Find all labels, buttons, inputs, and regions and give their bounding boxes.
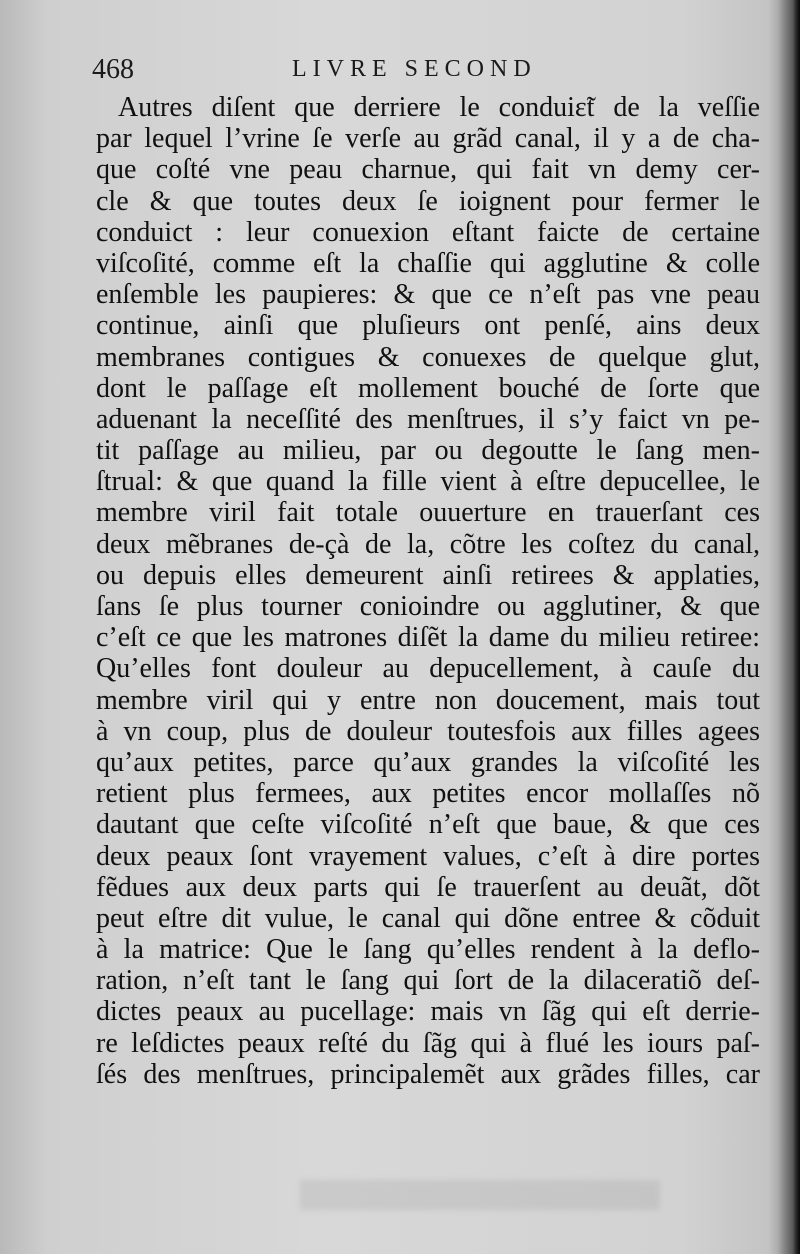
text-line: Autres diſent que derriere le conduiɛ̃t de la veſſie: [118, 92, 760, 123]
text-line: par lequel l’vrine ſe verſe au grãd canal, il y a de cha-: [96, 123, 760, 155]
page-number: 468: [92, 54, 134, 85]
text-line: deux peaux ſont vrayement values, c’eſt à dire portes: [96, 840, 760, 872]
text-line: deux mẽbranes de-çà de la, cõtre les coſtez du canal,: [96, 528, 760, 560]
text-line: ration, n’eſt tant le ſang qui ſort de la dilaceratiõ deſ-: [96, 965, 760, 997]
text-line: que coſté vne peau charnue, qui fait vn demy cer-: [96, 154, 760, 186]
text-line: qu’aux petites, parce qu’aux grandes la viſcoſité les: [96, 746, 760, 778]
text-line: membre viril qui y entre non doucement, mais tout: [96, 684, 760, 716]
text-line: ſés des menſtrues, principalemẽt aux grãdes filles, car: [96, 1058, 760, 1090]
text-line: fẽdues aux deux parts qui ſe trauerſent au deuãt, dõt: [96, 871, 760, 903]
text-line: aduenant la neceſſité des menſtrues, il s’y faict vn pe-: [96, 403, 760, 435]
text-line: peut eſtre dit vulue, le canal qui dõne entree & cõduit: [96, 902, 760, 934]
text-line: ou depuis elles demeurent ainſi retirees & applaties,: [96, 559, 760, 591]
text-line: membranes contigues & conuexes de quelque glut,: [96, 341, 760, 373]
running-head: [92, 54, 752, 94]
text-line: dautant que ceſte viſcoſité n’eſt que baue, & que ces: [96, 809, 760, 841]
text-line: tit paſſage au milieu, par ou degoutte le ſang men-: [96, 435, 760, 467]
text-line: à vn coup, plus de douleur toutesfois aux filles agees: [96, 715, 760, 747]
text-line: à la matrice: Que le ſang qu’elles rendent à la deflo-: [96, 934, 760, 966]
body-text: [96, 92, 760, 1090]
text-line: retient plus fermees, aux petites encor mollaſſes nõ: [96, 778, 760, 810]
text-line: conduict : leur conuexion eſtant faicte de certaine: [96, 216, 760, 248]
gutter-shadow: [778, 0, 800, 1254]
text-line: cle & que toutes deux ſe ioignent pour fermer le: [96, 185, 760, 217]
text-line: enſemble les paupieres: & que ce n’eſt pas vne peau: [96, 279, 760, 311]
show-through-smudge: [300, 1180, 660, 1210]
text-line: Qu’elles font douleur au depucellement, à cauſe du: [96, 653, 760, 685]
text-line: re leſdictes peaux reſté du ſãg qui à flué les iours paſ-: [96, 1027, 760, 1059]
text-line: viſcoſité, comme eſt la chaſſie qui agglutine & colle: [96, 247, 760, 279]
text-line: dictes peaux au pucellage: mais vn ſãg qui eſt derrie-: [96, 996, 760, 1028]
text-line: membre viril fait totale ouuerture en trauerſant ces: [96, 497, 760, 529]
text-line: continue, ainſi que pluſieurs ont penſé, ains deux: [96, 310, 760, 342]
text-line: ſtrual: & que quand la fille vient à eſtre depucellee, le: [96, 466, 760, 498]
text-line: dont le paſſage eſt mollement bouché de ſorte que: [96, 372, 760, 404]
text-line: ſans ſe plus tourner conioindre ou agglutiner, & que: [96, 591, 760, 622]
running-title: LIVRE SECOND: [292, 56, 537, 82]
text-line: c’eſt ce que les matrones diſẽt la dame du milieu retiree:: [96, 622, 760, 654]
